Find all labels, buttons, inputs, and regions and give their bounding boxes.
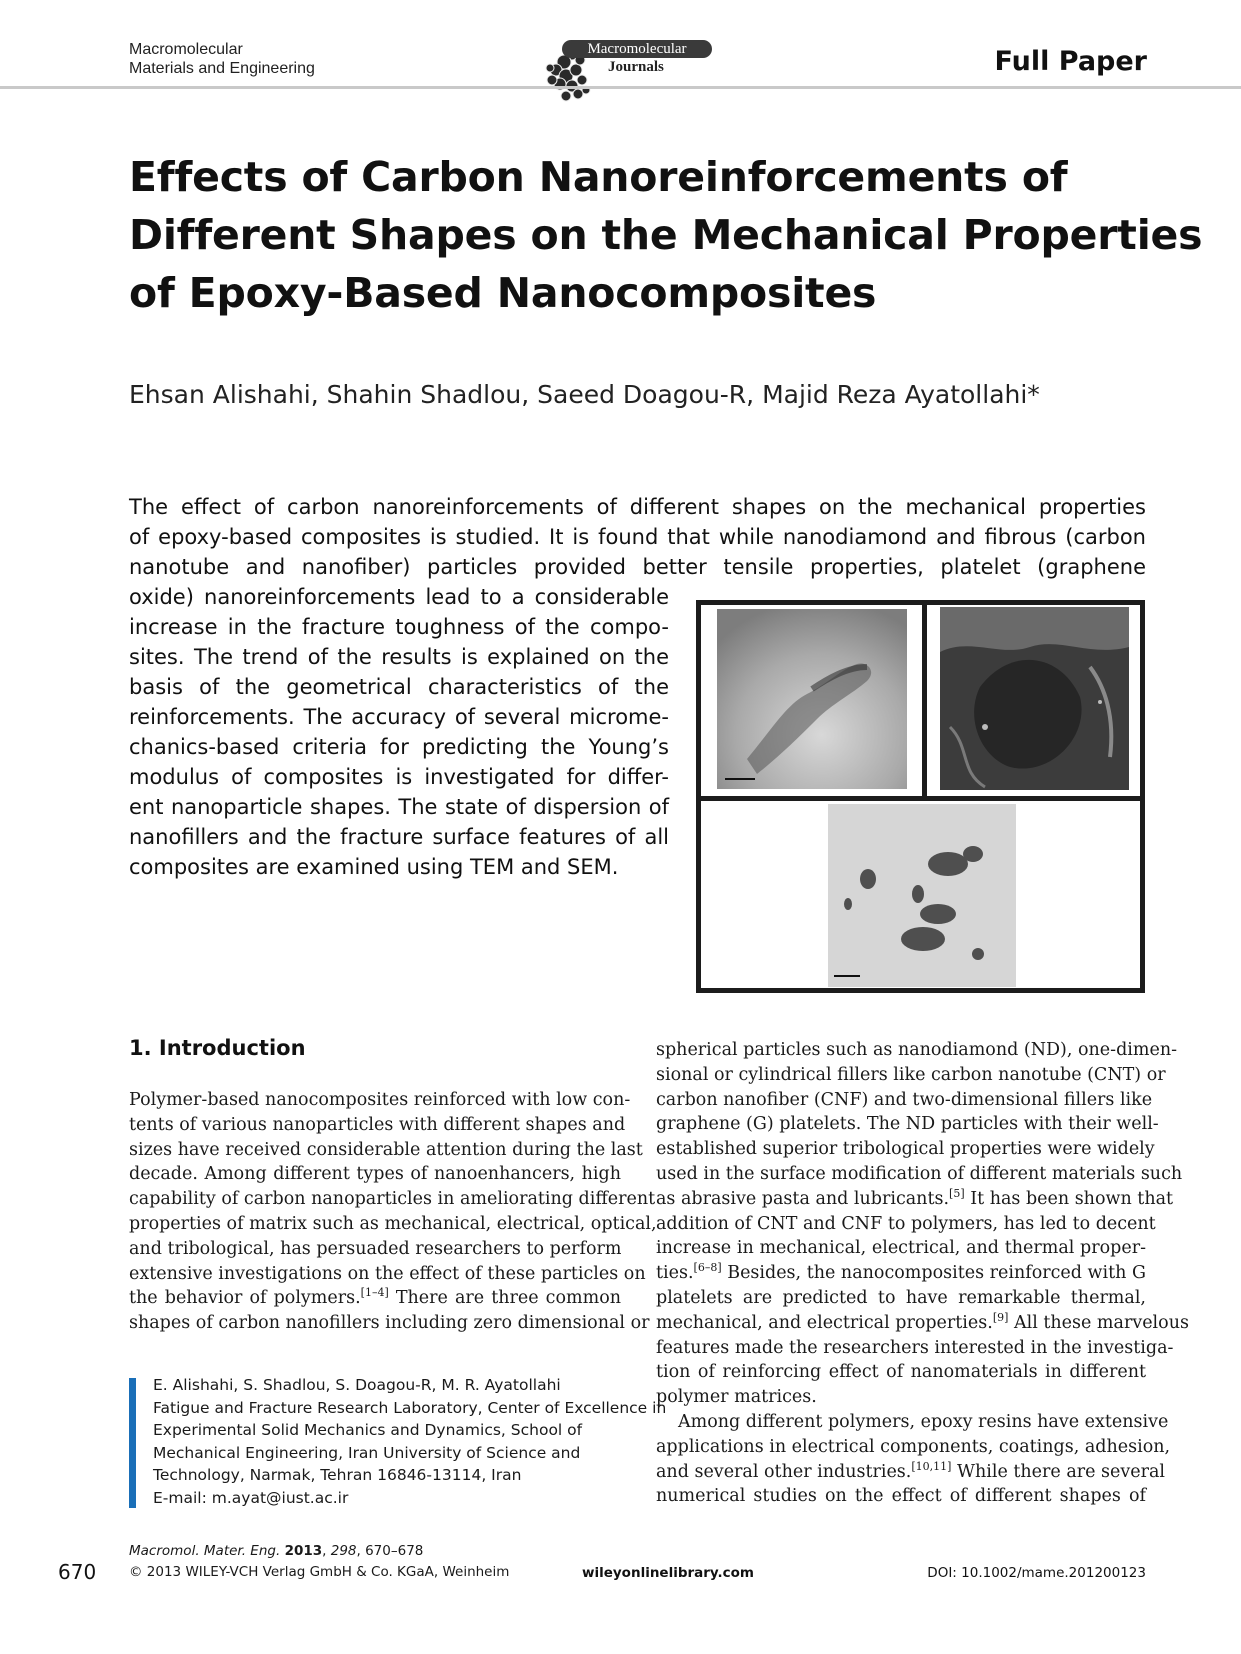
- footer-website-link[interactable]: wileyonlinelibrary.com: [582, 1565, 754, 1581]
- cite-pages: , 670–678: [356, 1543, 424, 1559]
- citation: [10,11]: [911, 1459, 952, 1473]
- journal-name-line2: Materials and Engineering: [129, 60, 315, 77]
- journal-name: [129, 40, 315, 78]
- tem-image-panel-1: [717, 609, 907, 789]
- body-line: tents of various nanoparticles with different shapes and: [129, 1114, 626, 1135]
- affiliation-line: Mechanical Engineering, Iran University of Science and: [153, 1443, 581, 1462]
- abstract-line: of epoxy-based composites is studied. It is found that while nanodiamond and fibrous (carbon: [129, 525, 1146, 549]
- body-line-text: All these marvelous: [1008, 1312, 1189, 1333]
- body-line: graphene (G) platelets. The ND particles with their well-: [656, 1114, 1159, 1135]
- body-line: used in the surface modification of different materials such: [656, 1163, 1183, 1184]
- body-line: [656, 1310, 1189, 1336]
- affiliation-accent-bar: [129, 1378, 136, 1508]
- abstract-line: modulus of composites is investigated for differ-: [129, 765, 669, 789]
- body-line: features made the researchers interested in the investiga-: [656, 1337, 1174, 1358]
- abstract-line: sites. The trend of the results is explained on the: [129, 645, 669, 669]
- abstract-line: basis of the geometrical characteristics of the: [129, 675, 669, 699]
- title-line: Effects of Carbon Nanoreinforcements of: [129, 153, 1068, 201]
- body-line: [129, 1286, 621, 1311]
- affiliation-email[interactable]: E-mail: m.ayat@iust.ac.ir: [153, 1488, 349, 1507]
- figure-divider: [701, 796, 1140, 801]
- body-column-right: [656, 1038, 1189, 1509]
- body-line-text: the behavior of polymers.: [129, 1288, 361, 1309]
- section-heading-introduction: 1. Introduction: [129, 1036, 306, 1060]
- body-line: Among different polymers, epoxy resins have extensive: [678, 1411, 1169, 1432]
- body-line: properties of matrix such as mechanical, electrical, optical,: [129, 1213, 657, 1234]
- title-line: of Epoxy-Based Nanocomposites: [129, 269, 877, 317]
- abstract-line: chanics-based criteria for predicting the Young’s: [129, 735, 669, 759]
- page-number: 670: [58, 1560, 97, 1584]
- body-column-left: [129, 1088, 657, 1336]
- citation: [5]: [949, 1186, 965, 1200]
- cite-volume: 298: [330, 1543, 357, 1559]
- body-line-text: Besides, the nanocomposites reinforced with G: [721, 1263, 1146, 1284]
- body-line: applications in electrical components, coatings, adhesion,: [656, 1436, 1171, 1457]
- affiliation-line: Technology, Narmak, Tehran 16846-13114, Iran: [153, 1466, 522, 1484]
- affiliation-line: E. Alishahi, S. Shadlou, S. Doagou-R, M. R. Ayatollahi: [153, 1376, 561, 1394]
- body-line: and tribological, has persuaded researchers to perform: [129, 1238, 622, 1259]
- body-line: extensive investigations on the effect of these particles on: [129, 1263, 646, 1284]
- title-line: Different Shapes on the Mechanical Properties: [129, 211, 1203, 259]
- affiliation-line: Fatigue and Fracture Research Laboratory, Center of Excellence in: [153, 1398, 667, 1417]
- abstract-narrow: [129, 582, 669, 882]
- body-line: [656, 1186, 1174, 1212]
- body-line: platelets are predicted to have remarkable thermal,: [656, 1287, 1146, 1308]
- abstract-line: nanotube and nanofiber) particles provided better tensile properties, platelet (graphene: [129, 555, 1146, 579]
- header-rule: [0, 86, 1241, 89]
- body-line: sional or cylindrical fillers like carbon nanotube (CNT) or: [656, 1064, 1166, 1085]
- footer-citation: Macromol. Mater. Eng. 2013, 298, 670–678: [129, 1543, 424, 1559]
- abstract-line: The effect of carbon nanoreinforcements of different shapes on the mechanical properties: [129, 495, 1146, 519]
- body-line: tion of reinforcing effect of nanomaterials in different: [656, 1362, 1146, 1383]
- logo-journals-label: Journals: [608, 59, 664, 75]
- body-line: sizes have received considerable attention during the last: [129, 1139, 643, 1160]
- abstract-line: reinforcements. The accuracy of several microme-: [129, 705, 669, 729]
- citation: [1–4]: [360, 1286, 389, 1300]
- footer-copyright: © 2013 WILEY-VCH Verlag GmbH & Co. KGaA, Weinheim: [129, 1564, 510, 1580]
- body-line: [656, 1459, 1166, 1485]
- body-line-text: While there are several: [951, 1461, 1166, 1482]
- affiliation-line: Experimental Solid Mechanics and Dynamics, School of: [153, 1421, 583, 1439]
- body-line: decade. Among different types of nanoenhancers, high: [129, 1164, 621, 1185]
- body-line-text: mechanical, and electrical properties.: [656, 1312, 993, 1333]
- body-line: numerical studies on the effect of different shapes of: [656, 1486, 1146, 1507]
- abstract-line: ent nanoparticle shapes. The state of dispersion of: [129, 795, 669, 819]
- tem-image-panel-3: [828, 804, 1016, 987]
- body-line-text: There are three common: [388, 1288, 621, 1309]
- article-title: [129, 148, 1203, 322]
- body-line: capability of carbon nanoparticles in ameliorating different: [129, 1189, 656, 1210]
- body-line-text: ties.: [656, 1263, 694, 1284]
- citation: [6–8]: [693, 1261, 722, 1275]
- body-line-text: It has been shown that: [964, 1188, 1174, 1209]
- body-line: addition of CNT and CNF to polymers, has led to decent: [656, 1213, 1156, 1234]
- author-list: Ehsan Alishahi, Shahin Shadlou, Saeed Doagou-R, Majid Reza Ayatollahi*: [129, 380, 1040, 409]
- abstract-line: nanofillers and the fracture surface features of all: [129, 825, 669, 849]
- body-line-text: as abrasive pasta and lubricants.: [656, 1188, 950, 1209]
- abstract-line: oxide) nanoreinforcements lead to a considerable: [129, 585, 669, 609]
- figure-divider: [922, 605, 927, 796]
- body-line: carbon nanofiber (CNF) and two-dimensional fillers like: [656, 1089, 1153, 1110]
- cite-journal: Macromol. Mater. Eng.: [129, 1543, 281, 1559]
- body-line: polymer matrices.: [656, 1387, 817, 1408]
- abstract-line: increase in the fracture toughness of the compo-: [129, 615, 669, 639]
- abstract-full-width: [129, 492, 1146, 582]
- citation: [9]: [992, 1310, 1009, 1324]
- cite-year: 2013: [284, 1543, 323, 1559]
- abstract-line: composites are examined using TEM and SEM.: [129, 855, 619, 879]
- body-line: shapes of carbon nanofillers including zero dimensional or: [129, 1313, 650, 1334]
- affiliation-block: [153, 1374, 666, 1509]
- body-line: increase in mechanical, electrical, and thermal proper-: [656, 1238, 1146, 1259]
- paper-type-label: Full Paper: [994, 46, 1147, 77]
- body-line-text: and several other industries.: [656, 1461, 912, 1482]
- body-line: [656, 1261, 1146, 1286]
- journal-name-line1: Macromolecular: [129, 41, 243, 58]
- logo-badge: Macromolecular: [562, 40, 712, 58]
- body-line: established superior tribological properties were widely: [656, 1139, 1155, 1160]
- footer-doi[interactable]: DOI: 10.1002/mame.201200123: [927, 1565, 1146, 1581]
- sem-image-panel-2: [940, 607, 1129, 790]
- body-line: Polymer-based nanocomposites reinforced with low con-: [129, 1090, 631, 1110]
- body-line: spherical particles such as nanodiamond (ND), one-dimen-: [656, 1040, 1178, 1060]
